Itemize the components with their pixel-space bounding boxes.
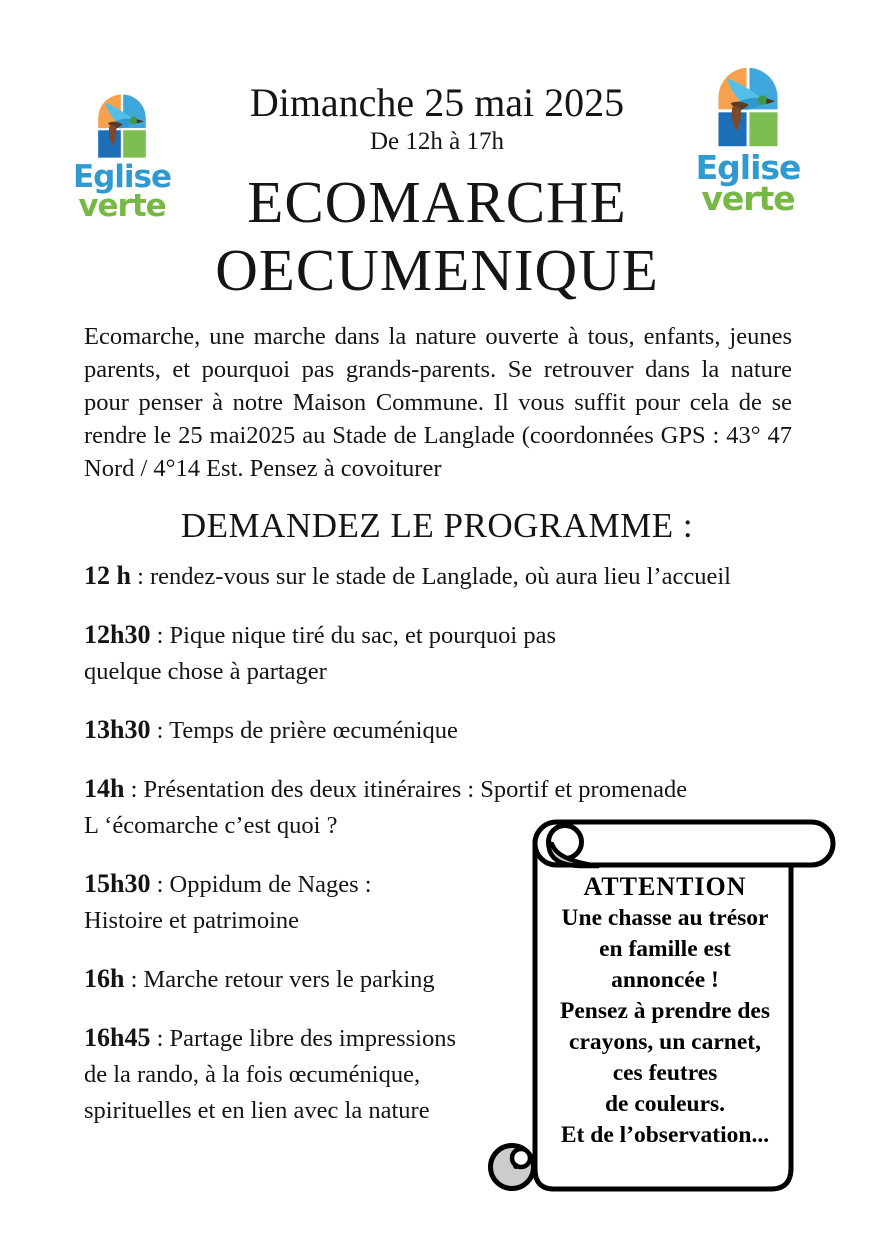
attention-text — [542, 870, 788, 1151]
program-time: 12 h — [84, 561, 131, 590]
program-text-cont: spirituelles et en lien avec la nature — [84, 1097, 430, 1124]
program-item-13h30 — [84, 712, 874, 749]
program-text: : Présentation des deux itinéraires : Sportif et promenade — [130, 776, 688, 803]
logo-word-eglise: Eglise — [695, 148, 801, 187]
attention-scroll — [486, 816, 838, 1198]
program-time: 14h — [84, 774, 125, 803]
attention-line: Pensez à prendre des — [560, 998, 770, 1024]
program-heading: DEMANDEZ LE PROGRAMME : — [180, 506, 694, 545]
program-text-cont: quelque chose à partager — [84, 658, 327, 685]
program-text: : Partage libre des impressions — [156, 1025, 456, 1052]
program-text: : Marche retour vers le parking — [130, 966, 435, 993]
program-time: 12h30 — [84, 620, 151, 649]
attention-line: en famille est — [599, 936, 731, 962]
program-time: 15h30 — [84, 869, 151, 898]
logo-word-verte: verte — [78, 188, 166, 224]
program-text: : rendez-vous sur le stade de Langlade, où aura lieu l’accueil — [137, 563, 731, 590]
intro-paragraph: Ecomarche, une marche dans la nature ouverte à tous, enfants, jeunes parents, et pourquoi pas grands-parents. Se retrouver dans la nature pour penser à notre Maison Commune. Il vous suffit pour cela de se rendre le 25 mai2025 au Stade de Langlade (coordonnées GPS : 43° 47 Nord / 4°14 Est. Pensez à covoiturer — [84, 323, 792, 482]
church-window-bird-icon — [97, 93, 147, 159]
program-text-cont: Histoire et patrimoine — [84, 907, 299, 934]
attention-line: Et de l’observation... — [560, 1122, 770, 1148]
program-time: 16h — [84, 964, 125, 993]
logo-word-eglise: Eglise — [72, 159, 172, 195]
program-text: : Oppidum de Nages : — [156, 871, 372, 898]
program-item-12h — [84, 558, 874, 595]
eglise-verte-logo-left — [64, 93, 180, 222]
program-text: : Temps de prière œcuménique — [156, 717, 458, 744]
program-text-cont: de la rando, à la fois œcuménique, — [84, 1061, 421, 1088]
program-time: 13h30 — [84, 715, 151, 744]
attention-title: ATTENTION — [583, 872, 747, 901]
church-window-bird-icon — [717, 66, 779, 148]
program-text-cont: L ‘écomarche c’est quoi ? — [84, 812, 338, 839]
program-time: 16h45 — [84, 1023, 151, 1052]
attention-line: annoncée ! — [611, 967, 719, 993]
attention-line: ces feutres — [612, 1060, 718, 1086]
event-date: Dimanche 25 mai 2025 — [249, 80, 625, 125]
eglise-verte-logo-right — [688, 66, 808, 218]
attention-line: Une chasse au trésor — [561, 905, 769, 931]
event-time: De 12h à 17h — [370, 128, 504, 155]
program-text: : Pique nique tiré du sac, et pourquoi pas — [156, 622, 556, 649]
title-line-2: OECUMENIQUE — [215, 237, 659, 303]
attention-line: crayons, un carnet, — [569, 1029, 761, 1055]
program-item-12h30 — [84, 617, 874, 690]
logo-word-verte: verte — [701, 179, 795, 218]
title-line-1: ECOMARCHE — [247, 169, 627, 235]
attention-line: de couleurs. — [604, 1091, 726, 1117]
